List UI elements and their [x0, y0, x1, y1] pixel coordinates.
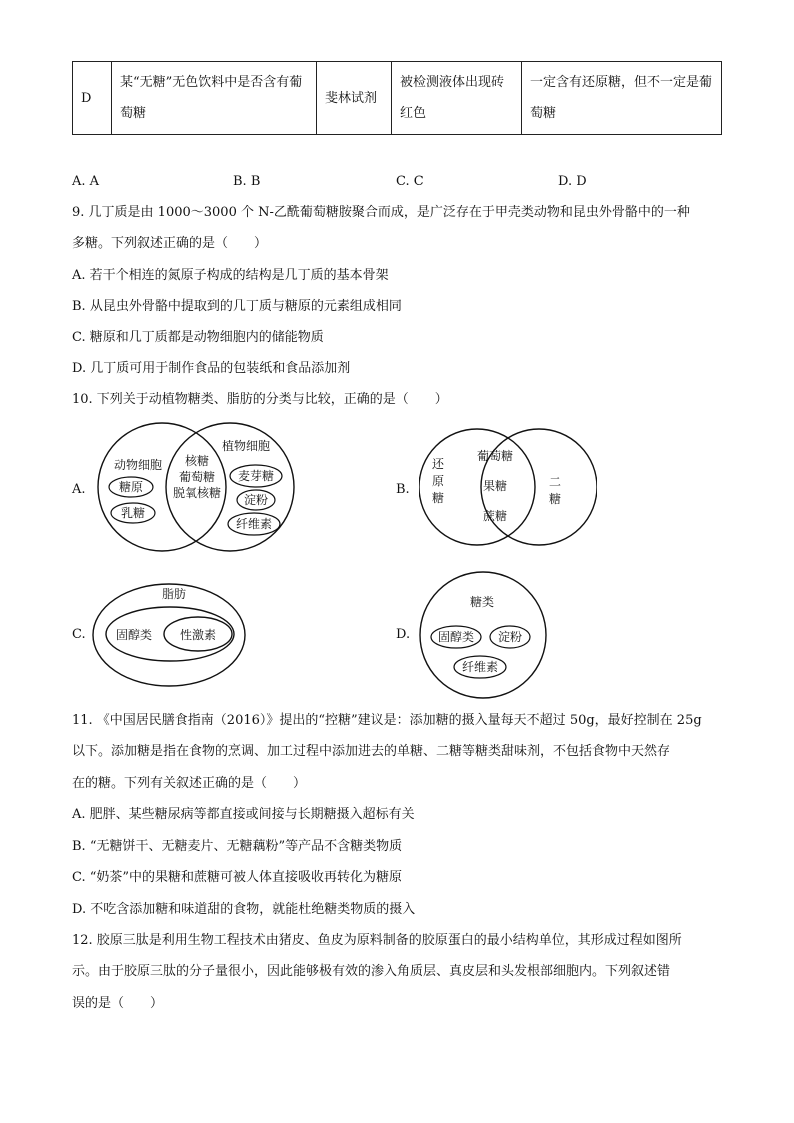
- table-row: [73, 62, 722, 135]
- lactose-label: 乳糖: [120, 506, 146, 520]
- q8-option-b: B. B: [233, 174, 261, 189]
- diagram-b-label: B.: [396, 482, 410, 497]
- q11-stem-line1: 11. 《中国居民膳食指南（2016）》提出的“控糖”建议是：添加糖的摄入量每天不超过 50g，最好控制在 25g: [72, 713, 702, 728]
- q9-stem-line1: 9. 几丁质是由 1000～3000 个 N-乙酰葡萄糖胺聚合而成，是广泛存在于甲壳类动物和昆虫外骨骼中的一种: [72, 205, 690, 220]
- maltose-label: 麦芽糖: [237, 469, 275, 483]
- q9-option-b: B. 从昆虫外骨骼中提取到的几丁质与糖原的元素组成相同: [72, 299, 402, 314]
- q9-stem-line2: 多糖。下列叙述正确的是（ ）: [72, 236, 268, 251]
- disaccharide-char-2: 糖: [548, 492, 562, 506]
- d-starch-label: 淀粉: [497, 630, 523, 644]
- q11-stem-line3: 在的糖。下列有关叙述正确的是（ ）: [72, 776, 307, 791]
- plant-cell-title: 植物细胞: [221, 439, 271, 453]
- q11-option-c: C. “奶茶”中的果糖和蔗糖可被人体直接吸收再转化为糖原: [72, 870, 403, 885]
- deoxyribose-label: 脱氧核糖: [172, 486, 222, 500]
- diagram-c-label: C.: [72, 627, 86, 642]
- carbohydrate-title: 糖类: [469, 595, 495, 609]
- b-glucose-label: 葡萄糖: [476, 449, 514, 463]
- q11-option-a: A. 肥胖、某些糖尿病等都直接或间接与长期糖摄入超标有关: [72, 807, 415, 822]
- q9-option-a: A. 若干个相连的氮原子构成的结构是几丁质的基本骨架: [72, 268, 389, 283]
- d-cellulose-label: 纤维素: [461, 660, 499, 674]
- row-reagent: 斐林试剂: [317, 62, 392, 135]
- fat-title: 脂肪: [161, 587, 187, 601]
- row-label: D: [73, 62, 112, 135]
- diagram-a-label: A.: [72, 482, 86, 497]
- q8-option-d: D. D: [558, 174, 587, 189]
- diagram-d-label: D.: [396, 627, 411, 642]
- sterol-label: 固醇类: [115, 628, 153, 642]
- ribose-label: 核糖: [184, 454, 210, 468]
- reducing-char-2: 原: [431, 474, 445, 488]
- q12-stem-line3: 误的是（ ）: [72, 996, 164, 1011]
- q12-stem-line2: 示。由于胶原三肽的分子量很小，因此能够极有效的渗入角质层、真皮层和头发根部细胞内。下列叙述错: [72, 964, 671, 979]
- diagram-b: [419, 424, 597, 550]
- glucose-label: 葡萄糖: [178, 470, 216, 484]
- b-sucrose-label: 蔗糖: [482, 509, 508, 523]
- animal-cell-title: 动物细胞: [113, 458, 163, 472]
- options-table: [72, 61, 722, 135]
- q8-option-a: A. A: [72, 174, 100, 189]
- reducing-char-3: 糖: [431, 491, 445, 505]
- q10-stem: 10. 下列关于动植物糖类、脂肪的分类与比较，正确的是（ ）: [72, 392, 448, 407]
- q9-option-c: C. 糖原和几丁质都是动物细胞内的储能物质: [72, 330, 324, 345]
- q8-option-c: C. C: [396, 174, 424, 189]
- d-sterol-label: 固醇类: [437, 630, 475, 644]
- q9-option-d: D. 几丁质可用于制作食品的包装纸和食品添加剂: [72, 361, 351, 376]
- row-conclusion: 一定含有还原糖，但不一定是葡萄糖: [522, 62, 722, 135]
- q11-stem-line2: 以下。添加糖是指在食物的烹调、加工过程中添加进去的单糖、二糖等糖类甜味剂，不包括食物中天然存: [72, 744, 671, 759]
- sex-hormone-label: 性激素: [179, 628, 217, 642]
- row-phenomenon: 被检测液体出现砖红色: [392, 62, 522, 135]
- diagram-a: [96, 420, 296, 554]
- diagram-d: [416, 570, 550, 700]
- starch-label: 淀粉: [243, 493, 269, 507]
- q12-stem-line1: 12. 胶原三肽是利用生物工程技术由猪皮、鱼皮为原料制备的胶原蛋白的最小结构单位，其形成过程如图所: [72, 933, 682, 948]
- b-fructose-label: 果糖: [482, 479, 508, 493]
- glycogen-label: 糖原: [118, 480, 144, 494]
- reducing-char-1: 还: [431, 457, 445, 471]
- q11-option-b: B. “无糖饼干、无糖麦片、无糖藕粉”等产品不含糖类物质: [72, 839, 403, 854]
- cellulose-label: 纤维素: [235, 517, 273, 531]
- disaccharide-char-1: 二: [548, 475, 562, 489]
- diagram-c: [90, 580, 250, 690]
- q11-option-d: D. 不吃含添加糖和味道甜的食物，就能杜绝糖类物质的摄入: [72, 902, 416, 917]
- row-content: 某“无糖”无色饮料中是否含有葡萄糖: [112, 62, 317, 135]
